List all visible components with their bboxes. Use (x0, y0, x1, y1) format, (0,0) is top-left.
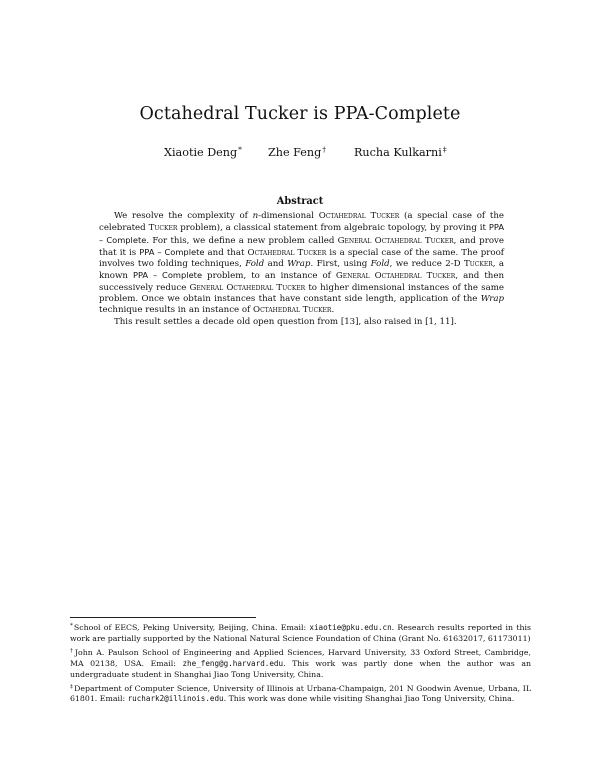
abstract-body (99, 211, 504, 328)
author-deng (164, 145, 242, 159)
author-name: Xiaotie Deng (164, 146, 238, 159)
email-link[interactable]: ruchark2@illinois.edu (127, 694, 224, 704)
paper-title: Octahedral Tucker is PPA-Complete (139, 104, 461, 124)
author-feng (268, 145, 326, 159)
email-link[interactable]: xiaotie@pku.edu.cn (309, 623, 392, 632)
author-name: Rucha Kulkarni (354, 146, 442, 159)
footnote-deng: *School of EECS, Peking University, Beijing, China. Email: xiaotie@pku.edu.cn. Research results reported in this work are partially supported by the National Natural Science Foundation of China (Grant No. 61632017, 61173011) (70, 623, 531, 643)
abstract-paragraph-2: This result settles a decade old open question from [13], also raised in [1, 11]. (114, 316, 457, 327)
abstract-paragraph-1: We resolve the complexity of n-dimensional Octahedral Tucker (a special case of the celebrated Tucker problem), a classical statement from algebraic topology, by proving it PPA – Complete. For this, we define a new problem called General Octahedral Tucker, and prove that it is PPA – Complete and that Octahedral Tucker is a special case of the same. The proof involves two folding techniques, Fold and Wrap. First, using Fold, we reduce 2-D Tucker, a known PPA – Complete problem, to an instance of General Octahedral Tucker, and then successively reduce General Octahedral Tucker to higher dimensional instances of the same problem. Once we obtain instances that have constant side length, application of the Wrap technique results in an instance of Octahedral Tucker. (99, 211, 505, 316)
footnote-feng: †John A. Paulson School of Engineering and Applied Sciences, Harvard University, 33 Oxford Street, Cambridge, MA 02138, USA. Email: zhe_feng@g.harvard.edu. This work was partly done when the author was an undergraduate student in Shanghai Jiao Tong University, China. (70, 647, 531, 679)
abstract-heading: Abstract (276, 196, 324, 207)
footnote-mark: * (70, 623, 73, 629)
footnote-mark: ‡ (70, 683, 74, 690)
author-name: Zhe Feng (268, 146, 322, 159)
author-mark: ‡ (442, 145, 447, 154)
footnote-mark: † (70, 647, 74, 654)
author-list (0, 145, 600, 163)
author-kulkarni (354, 145, 447, 159)
footnotes (70, 621, 531, 706)
footnote-rule (70, 617, 256, 618)
email-link[interactable]: zhe_feng@g.harvard.edu (182, 658, 284, 668)
author-mark: † (322, 145, 327, 154)
author-mark: * (238, 145, 242, 154)
footnote-kulkarni: ‡Department of Computer Science, University of Illinois at Urbana-Champaign, 201 N Goodwin Avenue, Urbana, IL 61801. Email: ruchark2@illinois.edu. This work was done while visiting Shanghai Jiao Tong University, China. (70, 683, 531, 704)
